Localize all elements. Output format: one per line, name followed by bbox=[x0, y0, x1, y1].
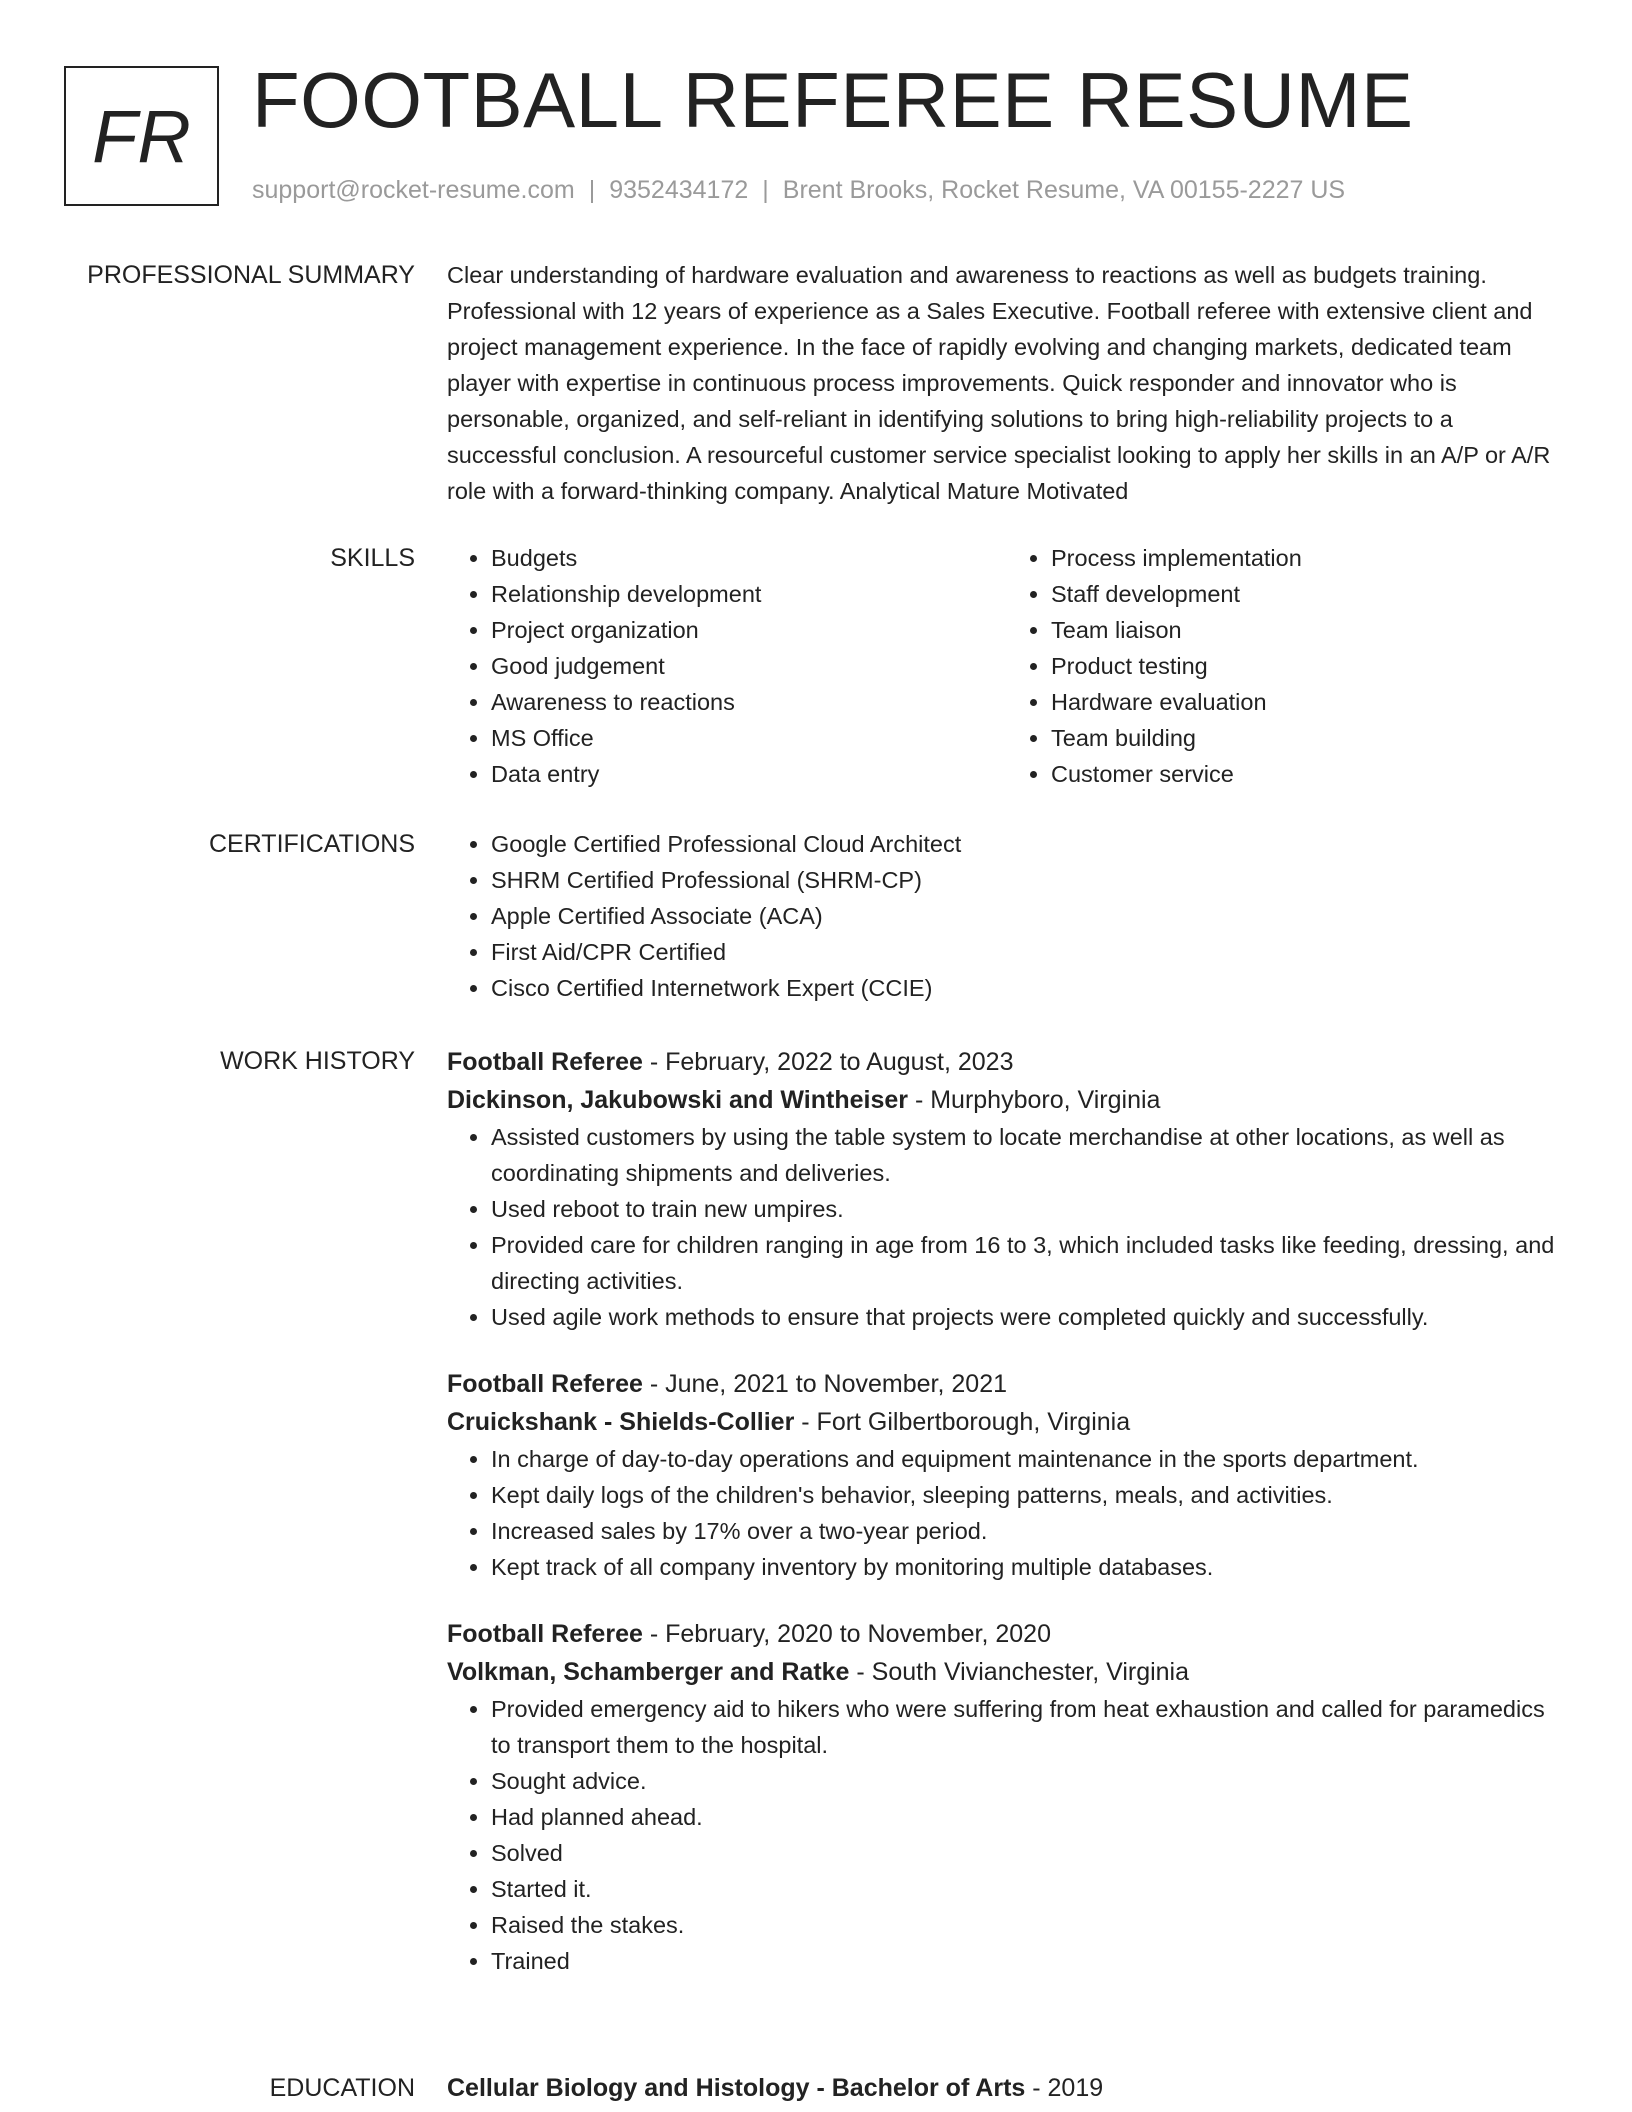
skill-item: • Process implementation bbox=[1051, 540, 1567, 576]
job-bullet: • Had planned ahead. bbox=[491, 1799, 1567, 1835]
certifications-list bbox=[447, 826, 1567, 1006]
contact-address: Brent Brooks, Rocket Resume, VA 00155-2227 US bbox=[782, 176, 1346, 204]
skill-item: • Data entry bbox=[491, 756, 1007, 792]
certification-item: • SHRM Certified Professional (SHRM-CP) bbox=[491, 862, 1567, 898]
job-bullet: • Provided care for children ranging in age from 16 to 3, which included tasks like feeding, dressing, and directing activities. bbox=[491, 1227, 1567, 1299]
skill-item: • Product testing bbox=[1051, 648, 1567, 684]
skill-item: • Team building bbox=[1051, 720, 1567, 756]
section-label: PROFESSIONAL SUMMARY bbox=[87, 261, 415, 289]
contact-email[interactable]: support@rocket-resume.com bbox=[252, 176, 575, 204]
skill-item: • Hardware evaluation bbox=[1051, 684, 1567, 720]
certification-item: • Apple Certified Associate (ACA) bbox=[491, 898, 1567, 934]
skills-list-left bbox=[447, 540, 1007, 792]
job-title-line bbox=[447, 1615, 1567, 1653]
certification-item: • Google Certified Professional Cloud Architect bbox=[491, 826, 1567, 862]
work-body bbox=[447, 1043, 1567, 1979]
section-label: WORK HISTORY bbox=[220, 1047, 415, 1075]
job-title-line bbox=[447, 1365, 1567, 1403]
education-year: - 2019 bbox=[1025, 2074, 1104, 2102]
skills-list-right bbox=[1007, 540, 1567, 792]
skill-item: • Good judgement bbox=[491, 648, 1007, 684]
certifications-body bbox=[447, 826, 1567, 1006]
skill-item: • Project organization bbox=[491, 612, 1007, 648]
job-location: - Fort Gilbertborough, Virginia bbox=[794, 1408, 1131, 1436]
summary-body bbox=[447, 257, 1567, 509]
job-bullet: • In charge of day-to-day operations and equipment maintenance in the sports department. bbox=[491, 1441, 1567, 1477]
job-location: - South Vivianchester, Virginia bbox=[849, 1658, 1190, 1686]
education-body bbox=[447, 2070, 1567, 2106]
job-bullet: • Started it. bbox=[491, 1871, 1567, 1907]
job-company-line bbox=[447, 1081, 1567, 1119]
job-bullets bbox=[447, 1119, 1567, 1335]
skill-item: • Relationship development bbox=[491, 576, 1007, 612]
summary-text: Clear understanding of hardware evaluation and awareness to reactions as well as budgets training. Professional with 12 years of experience as a Sales Executive. Football referee with extensive client and project management experience. In the face of rapidly evolving and changing markets, dedicated team player with expertise in continuous process improvements. Quick responder and innovator who is personable, organized, and self-reliant in identifying solutions to bring high-reliability projects to a successful conclusion. A resourceful customer service specialist looking to apply her skills in an A/P or A/R role with a forward-thinking company. Analytical Mature Motivated bbox=[447, 262, 1551, 504]
job-bullet: • Assisted customers by using the table system to locate merchandise at other locations, as well as coordinating shipments and deliveries. bbox=[491, 1119, 1567, 1191]
job-entry bbox=[447, 1365, 1567, 1585]
job-title-line bbox=[447, 1043, 1567, 1081]
job-company-line bbox=[447, 1653, 1567, 1691]
section-label: SKILLS bbox=[330, 544, 415, 572]
skill-item: • Customer service bbox=[1051, 756, 1567, 792]
skill-item: • MS Office bbox=[491, 720, 1007, 756]
job-dates: - February, 2022 to August, 2023 bbox=[642, 1048, 1014, 1076]
skill-item: • Budgets bbox=[491, 540, 1007, 576]
job-bullet: • Provided emergency aid to hikers who were suffering from heat exhaustion and called for paramedics to transport them to the hospital. bbox=[491, 1691, 1567, 1763]
job-title: Football Referee bbox=[447, 1620, 643, 1648]
education-degree: Cellular Biology and Histology - Bachelor of Arts bbox=[447, 2074, 1026, 2102]
certification-item: • First Aid/CPR Certified bbox=[491, 934, 1567, 970]
job-bullets bbox=[447, 1691, 1567, 1979]
section-label: EDUCATION bbox=[269, 2074, 415, 2102]
job-company: Cruickshank - Shields-Collier bbox=[447, 1408, 795, 1436]
job-dates: - June, 2021 to November, 2021 bbox=[642, 1370, 1007, 1398]
job-bullet: • Sought advice. bbox=[491, 1763, 1567, 1799]
separator: | bbox=[762, 176, 769, 204]
monogram-initials: FR bbox=[64, 66, 219, 206]
job-bullet: • Used agile work methods to ensure that projects were completed quickly and successfully. bbox=[491, 1299, 1567, 1335]
job-title: Football Referee bbox=[447, 1370, 643, 1398]
job-company: Volkman, Schamberger and Ratke bbox=[447, 1658, 850, 1686]
separator: | bbox=[588, 176, 596, 204]
contact-line bbox=[252, 174, 1345, 206]
job-title: Football Referee bbox=[447, 1048, 643, 1076]
skill-item: • Awareness to reactions bbox=[491, 684, 1007, 720]
job-bullets bbox=[447, 1441, 1567, 1585]
education-line bbox=[447, 2070, 1567, 2106]
job-company-line bbox=[447, 1403, 1567, 1441]
job-bullet: • Raised the stakes. bbox=[491, 1907, 1567, 1943]
job-bullet: • Increased sales by 17% over a two-year period. bbox=[491, 1513, 1567, 1549]
job-entry bbox=[447, 1615, 1567, 1979]
section-label: CERTIFICATIONS bbox=[208, 830, 415, 858]
resume-title: FOOTBALL REFEREE RESUME bbox=[252, 56, 1414, 144]
job-bullet: • Used reboot to train new umpires. bbox=[491, 1191, 1567, 1227]
job-bullet: • Kept daily logs of the children's behavior, sleeping patterns, meals, and activities. bbox=[491, 1477, 1567, 1513]
contact-phone[interactable]: 9352434172 bbox=[609, 176, 749, 204]
skill-item: • Team liaison bbox=[1051, 612, 1567, 648]
certification-item: • Cisco Certified Internetwork Expert (CCIE) bbox=[491, 970, 1567, 1006]
job-entry bbox=[447, 1043, 1567, 1335]
job-bullet: • Trained bbox=[491, 1943, 1567, 1979]
job-company: Dickinson, Jakubowski and Wintheiser bbox=[447, 1086, 908, 1114]
skills-body bbox=[447, 540, 1567, 792]
skill-item: • Staff development bbox=[1051, 576, 1567, 612]
job-dates: - February, 2020 to November, 2020 bbox=[642, 1620, 1051, 1648]
job-bullet: • Solved bbox=[491, 1835, 1567, 1871]
job-location: - Murphyboro, Virginia bbox=[908, 1086, 1161, 1114]
job-bullet: • Kept track of all company inventory by monitoring multiple databases. bbox=[491, 1549, 1567, 1585]
